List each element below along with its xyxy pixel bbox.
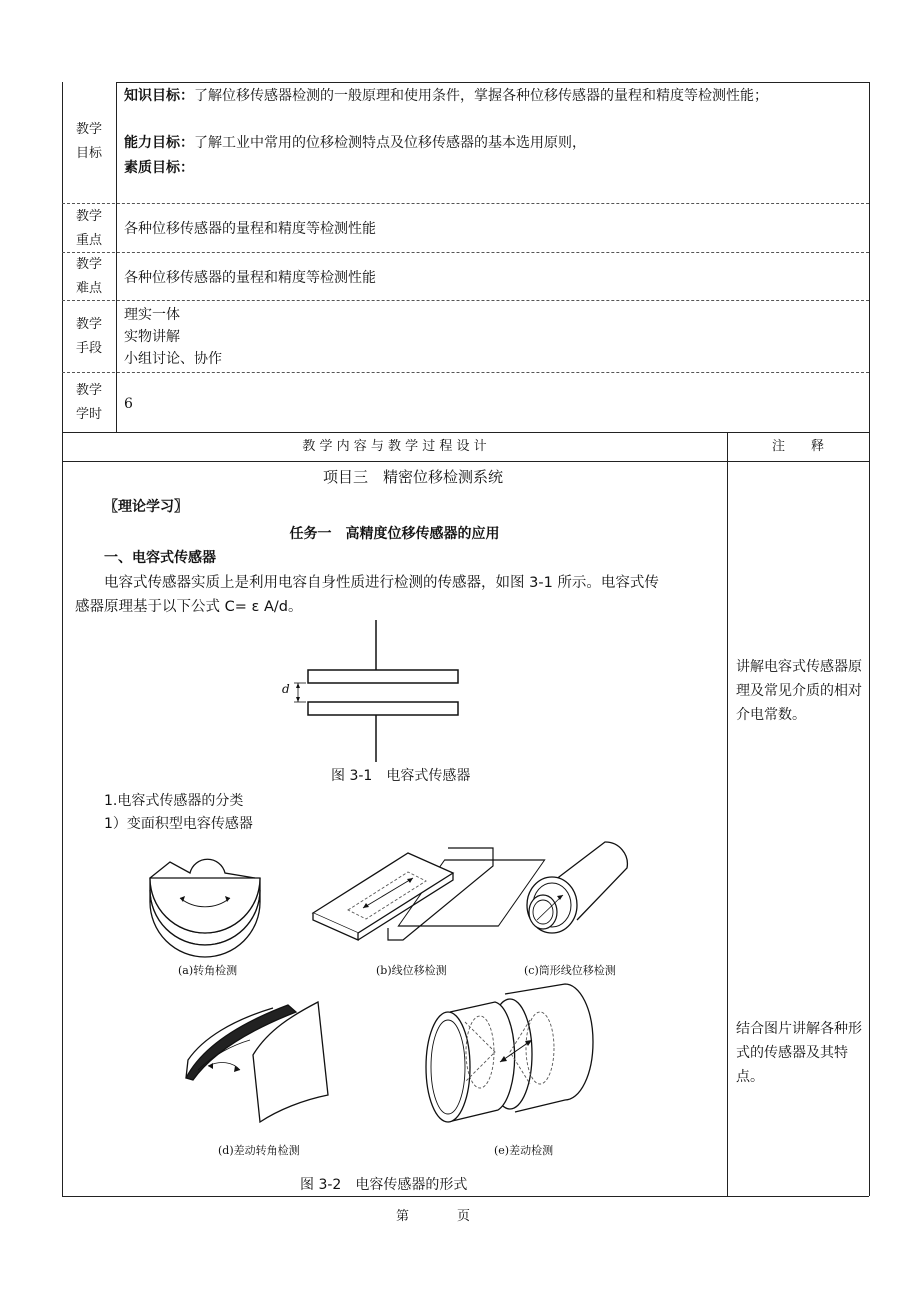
fig2d-caption: (d)差动转角检测	[218, 1144, 300, 1157]
section-header-top	[62, 432, 869, 433]
section1-title: 一、电容式传感器	[104, 550, 216, 566]
table-right-border	[869, 82, 870, 1196]
para1-line1: 电容式传感器实质上是利用电容自身性质进行检测的传感器，如图 3-1 所示。电容式传	[104, 575, 659, 591]
page-number-prefix: 第	[396, 1209, 410, 1224]
section-header-notes: 注 释	[771, 439, 824, 454]
fig2a-caption: (a)转角检测	[178, 964, 238, 977]
page-number-suffix: 页	[457, 1209, 471, 1224]
fig2-caption: 图 3-2 电容传感器的形式	[300, 1177, 468, 1193]
diff-rotation-sensor-diagram	[178, 1000, 338, 1125]
difficulties-text: 各种位移传感器的量程和精度等检测性能	[124, 270, 376, 286]
section-header-main: 教 学 内 容 与 教 学 过 程 设 计	[302, 439, 487, 454]
row-divider	[62, 252, 869, 253]
row-divider	[62, 372, 869, 373]
cylinder-sensor-diagram	[515, 830, 635, 945]
methods-label: 教学 手段	[75, 317, 102, 356]
note-capacitive-principle: 讲解电容式传感器原理及常见介质的相对介电常数。	[736, 659, 862, 723]
task-title: 任务一 高精度位移传感器的应用	[289, 526, 500, 542]
row-divider	[62, 300, 869, 301]
diff-sensor-diagram	[420, 982, 600, 1127]
goals-label: 教学 目标	[75, 122, 102, 161]
theory-label: 〖理论学习〗	[104, 499, 188, 515]
sub-heading-1: 1.电容式传感器的分类	[104, 793, 244, 809]
project-title: 项目三 精密位移检测系统	[322, 468, 503, 486]
label-column-divider	[116, 82, 117, 432]
key-points-text: 各种位移传感器的量程和精度等检测性能	[124, 221, 376, 237]
rotation-sensor-diagram	[145, 848, 270, 943]
section-header-bottom	[62, 461, 869, 462]
quality-goal: 素质目标：	[124, 160, 194, 176]
knowledge-goal: 知识目标：了解位移传感器检测的一般原理和使用条件，掌握各种位移传感器的量程和精度等检测性能；	[124, 88, 768, 104]
capacitor-diagram	[270, 620, 470, 770]
fig2c-caption: (c)筒形线位移检测	[524, 964, 616, 977]
method-item: 理实一体	[124, 307, 180, 323]
capacitor-d-label: d	[282, 682, 290, 696]
method-item: 实物讲解	[124, 329, 180, 345]
key-points-label: 教学 重点	[75, 209, 102, 248]
sub-heading-1-1: 1）变面积型电容传感器	[104, 816, 253, 832]
fig2e-caption: (e)差动检测	[494, 1144, 554, 1157]
fig2b-caption: (b)线位移检测	[376, 964, 447, 977]
method-item: 小组讨论、协作	[124, 351, 222, 367]
note-sensor-forms: 结合图片讲解各种形式的传感器及其特点。	[736, 1021, 862, 1085]
row-divider	[62, 203, 869, 204]
table-bottom-border	[62, 1196, 869, 1197]
notes-column-divider	[727, 432, 728, 1196]
table-top-border	[116, 82, 869, 83]
ability-goal: 能力目标：了解工业中常用的位移检测特点及位移传感器的基本选用原则，	[124, 135, 586, 151]
linear-sensor-diagram	[308, 848, 498, 943]
hours-value: 6	[124, 396, 133, 412]
fig1-caption: 图 3-1 电容式传感器	[331, 768, 471, 784]
difficulties-label: 教学 难点	[75, 257, 102, 296]
hours-label: 教学 学时	[75, 383, 102, 422]
para1-line2: 感器原理基于以下公式 C= ε A/d。	[75, 599, 303, 615]
